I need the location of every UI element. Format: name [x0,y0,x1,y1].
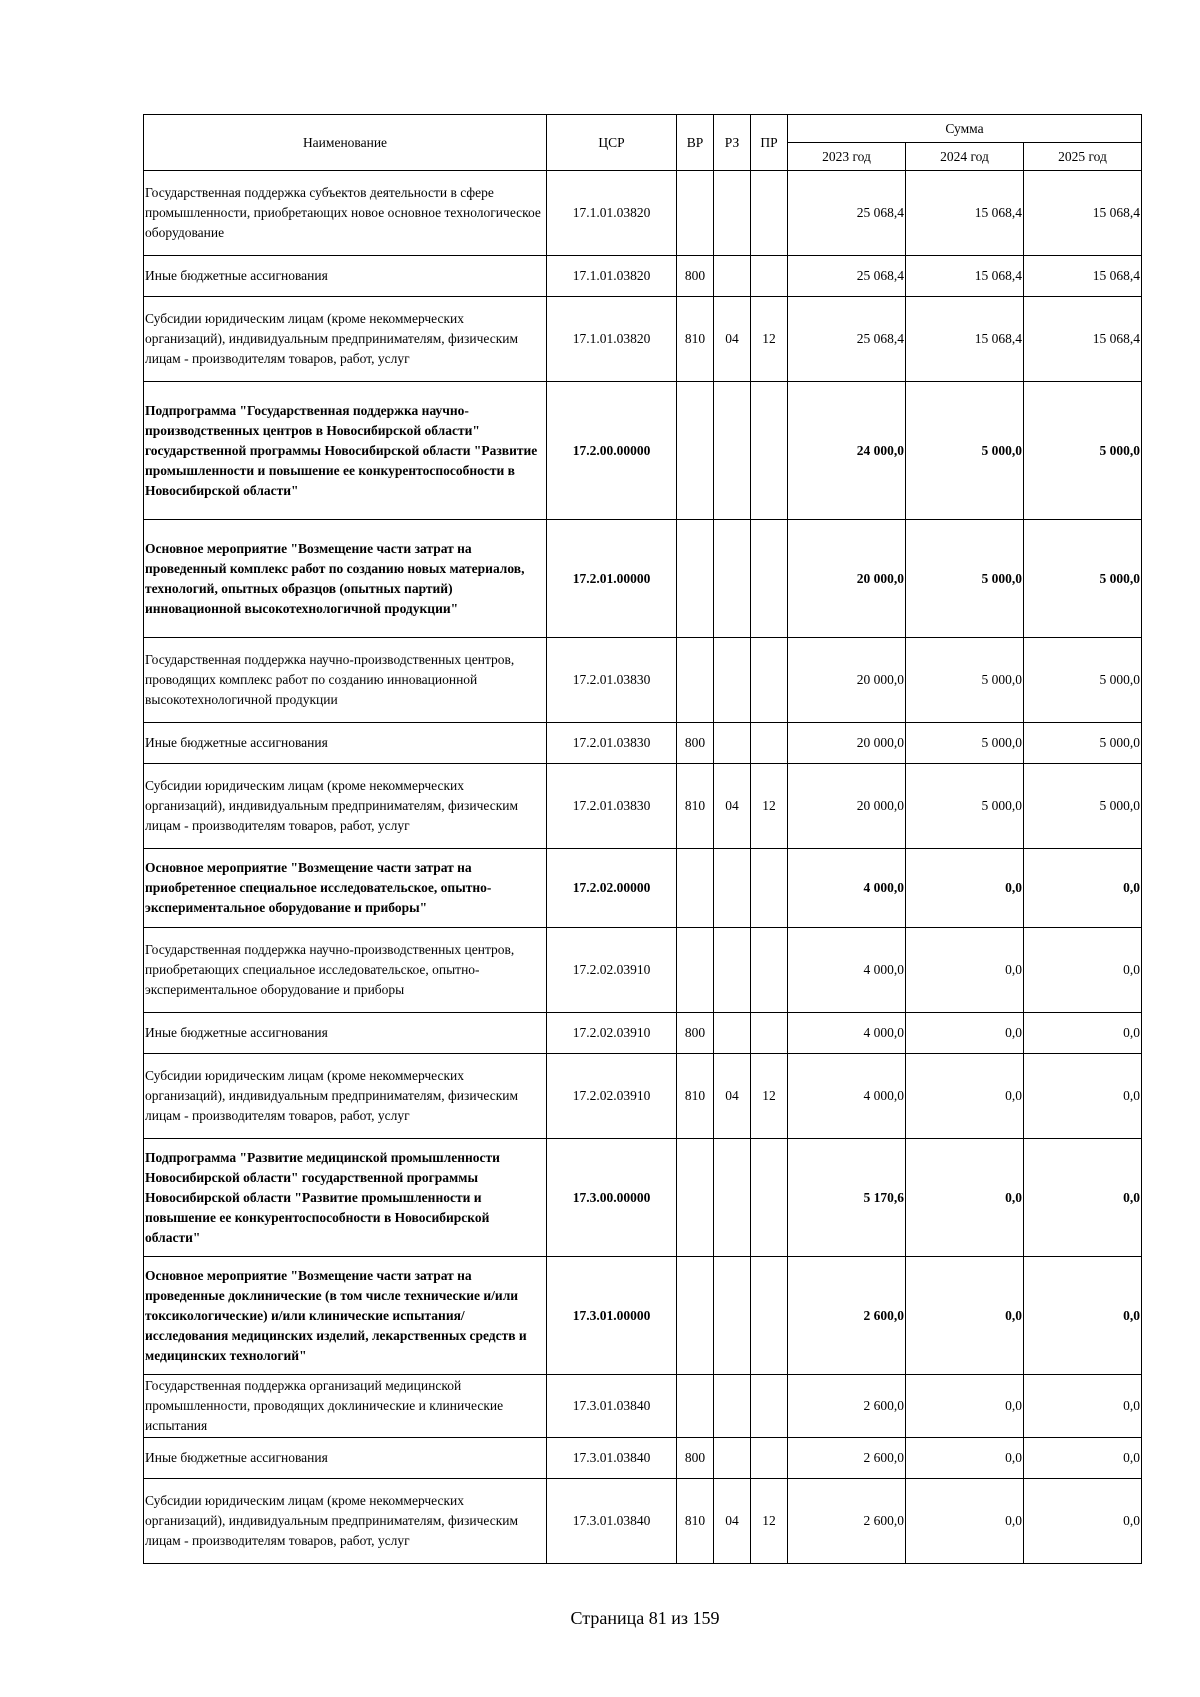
cell-pr: 12 [751,1479,788,1564]
cell-vr [677,928,714,1013]
cell-sum-2023: 25 068,4 [788,171,906,256]
cell-vr: 800 [677,723,714,764]
cell-vr: 810 [677,297,714,382]
cell-pr: 12 [751,297,788,382]
cell-csr: 17.2.02.03910 [547,1054,677,1139]
header-2023: 2023 год [788,143,906,171]
cell-sum-2024: 0,0 [906,1257,1024,1375]
cell-csr: 17.1.01.03820 [547,171,677,256]
table-body [144,171,1142,1564]
cell-name: Государственная поддержка научно-производственных центров, проводящих комплекс работ по созданию инновационной высокотехнологичной продукции [144,638,547,723]
cell-pr [751,171,788,256]
cell-csr: 17.2.02.03910 [547,928,677,1013]
cell-pr [751,723,788,764]
table-row [144,297,1142,382]
cell-csr: 17.2.01.00000 [547,520,677,638]
cell-vr [677,1139,714,1257]
cell-pr [751,382,788,520]
cell-sum-2025: 0,0 [1024,1375,1142,1438]
cell-vr: 810 [677,1479,714,1564]
cell-csr: 17.2.01.03830 [547,723,677,764]
cell-pr [751,638,788,723]
cell-name: Иные бюджетные ассигнования [144,1013,547,1054]
cell-sum-2023: 4 000,0 [788,1013,906,1054]
table-row [144,1139,1142,1257]
cell-name: Иные бюджетные ассигнования [144,1438,547,1479]
cell-rz: 04 [714,764,751,849]
cell-name: Государственная поддержка субъектов деятельности в сфере промышленности, приобретающих новое основное технологическое оборудование [144,171,547,256]
cell-rz [714,520,751,638]
table-row [144,1257,1142,1375]
cell-sum-2025: 0,0 [1024,1139,1142,1257]
cell-sum-2025: 5 000,0 [1024,638,1142,723]
cell-sum-2023: 25 068,4 [788,297,906,382]
cell-sum-2025: 0,0 [1024,1438,1142,1479]
cell-vr [677,171,714,256]
table-row [144,1375,1142,1438]
cell-csr: 17.1.01.03820 [547,256,677,297]
cell-sum-2025: 15 068,4 [1024,256,1142,297]
cell-sum-2024: 5 000,0 [906,382,1024,520]
header-vr: ВР [677,115,714,171]
cell-csr: 17.2.02.03910 [547,1013,677,1054]
cell-csr: 17.3.01.03840 [547,1375,677,1438]
cell-sum-2025: 0,0 [1024,1013,1142,1054]
header-pr: ПР [751,115,788,171]
cell-name: Подпрограмма "Развитие медицинской промышленности Новосибирской области" государственной программы Новосибирской области "Развитие промышленности и повышение ее конкурентоспособности в Новосибирской области" [144,1139,547,1257]
header-rz: РЗ [714,115,751,171]
cell-name: Субсидии юридическим лицам (кроме некоммерческих организаций), индивидуальным предпринимателям, физическим лицам - производителям товаров, работ, услуг [144,1479,547,1564]
cell-sum-2023: 5 170,6 [788,1139,906,1257]
cell-vr [677,1375,714,1438]
cell-pr: 12 [751,1054,788,1139]
cell-vr [677,382,714,520]
budget-table [143,114,1142,1564]
table-row [144,638,1142,723]
cell-name: Подпрограмма "Государственная поддержка научно-производственных центров в Новосибирской области" государственной программы Новосибирской области "Развитие промышленности и повышение ее конкурентоспособности в Новосибирской области" [144,382,547,520]
cell-pr [751,1438,788,1479]
table-row [144,928,1142,1013]
cell-pr [751,1375,788,1438]
cell-name: Субсидии юридическим лицам (кроме некоммерческих организаций), индивидуальным предпринимателям, физическим лицам - производителям товаров, работ, услуг [144,764,547,849]
cell-sum-2025: 0,0 [1024,1257,1142,1375]
table-row [144,382,1142,520]
table-header [144,115,1142,171]
cell-vr: 800 [677,1013,714,1054]
cell-sum-2023: 2 600,0 [788,1257,906,1375]
header-name: Наименование [144,115,547,171]
cell-csr: 17.2.01.03830 [547,638,677,723]
cell-sum-2025: 15 068,4 [1024,297,1142,382]
table-row [144,520,1142,638]
table-row [144,723,1142,764]
cell-sum-2025: 5 000,0 [1024,723,1142,764]
cell-rz: 04 [714,297,751,382]
header-csr: ЦСР [547,115,677,171]
cell-csr: 17.3.01.03840 [547,1438,677,1479]
cell-sum-2025: 0,0 [1024,1479,1142,1564]
cell-csr: 17.1.01.03820 [547,297,677,382]
table-row [144,849,1142,928]
cell-vr: 810 [677,1054,714,1139]
cell-sum-2025: 0,0 [1024,928,1142,1013]
cell-pr: 12 [751,764,788,849]
cell-sum-2023: 4 000,0 [788,1054,906,1139]
cell-sum-2023: 4 000,0 [788,849,906,928]
cell-name: Субсидии юридическим лицам (кроме некоммерческих организаций), индивидуальным предпринимателям, физическим лицам - производителям товаров, работ, услуг [144,297,547,382]
cell-pr [751,1257,788,1375]
cell-rz [714,849,751,928]
cell-rz [714,171,751,256]
cell-sum-2024: 15 068,4 [906,171,1024,256]
cell-sum-2023: 2 600,0 [788,1375,906,1438]
cell-pr [751,1013,788,1054]
header-2025: 2025 год [1024,143,1142,171]
cell-rz: 04 [714,1479,751,1564]
cell-rz [714,1375,751,1438]
cell-pr [751,1139,788,1257]
cell-rz [714,1438,751,1479]
cell-rz [714,1013,751,1054]
cell-sum-2023: 2 600,0 [788,1479,906,1564]
table-row [144,256,1142,297]
cell-rz: 04 [714,1054,751,1139]
cell-pr [751,849,788,928]
cell-rz [714,256,751,297]
cell-sum-2023: 20 000,0 [788,520,906,638]
cell-vr [677,520,714,638]
cell-sum-2023: 2 600,0 [788,1438,906,1479]
cell-vr [677,849,714,928]
cell-sum-2025: 5 000,0 [1024,764,1142,849]
cell-sum-2024: 0,0 [906,1479,1024,1564]
cell-rz [714,1257,751,1375]
cell-sum-2023: 20 000,0 [788,723,906,764]
table-row [144,764,1142,849]
cell-rz [714,382,751,520]
cell-csr: 17.3.01.00000 [547,1257,677,1375]
cell-pr [751,928,788,1013]
cell-sum-2025: 15 068,4 [1024,171,1142,256]
cell-name: Иные бюджетные ассигнования [144,256,547,297]
cell-vr: 810 [677,764,714,849]
cell-csr: 17.3.01.03840 [547,1479,677,1564]
table-row [144,171,1142,256]
cell-sum-2025: 0,0 [1024,849,1142,928]
cell-rz [714,723,751,764]
cell-vr: 800 [677,256,714,297]
cell-csr: 17.2.00.00000 [547,382,677,520]
table-row [144,1479,1142,1564]
page-number: Страница 81 из 159 [570,1608,720,1628]
cell-sum-2024: 5 000,0 [906,520,1024,638]
cell-sum-2024: 0,0 [906,1375,1024,1438]
cell-sum-2024: 0,0 [906,1139,1024,1257]
cell-pr [751,256,788,297]
cell-rz [714,638,751,723]
table-row [144,1013,1142,1054]
cell-name: Основное мероприятие "Возмещение части затрат на приобретенное специальное исследовательское, опытно-экспериментальное оборудование и приборы" [144,849,547,928]
table-row [144,1438,1142,1479]
cell-sum-2024: 5 000,0 [906,764,1024,849]
header-2024: 2024 год [906,143,1024,171]
cell-sum-2024: 15 068,4 [906,297,1024,382]
cell-sum-2023: 20 000,0 [788,638,906,723]
cell-sum-2025: 0,0 [1024,1054,1142,1139]
cell-sum-2024: 0,0 [906,1054,1024,1139]
cell-name: Иные бюджетные ассигнования [144,723,547,764]
cell-csr: 17.2.01.03830 [547,764,677,849]
cell-rz [714,928,751,1013]
cell-sum-2024: 0,0 [906,1438,1024,1479]
cell-name: Государственная поддержка организаций медицинской промышленности, проводящих доклинические и клинические испытания [144,1375,547,1438]
cell-vr [677,638,714,723]
cell-sum-2024: 0,0 [906,928,1024,1013]
cell-sum-2024: 0,0 [906,1013,1024,1054]
cell-csr: 17.3.00.00000 [547,1139,677,1257]
cell-vr: 800 [677,1438,714,1479]
cell-vr [677,1257,714,1375]
cell-sum-2024: 5 000,0 [906,638,1024,723]
cell-name: Основное мероприятие "Возмещение части затрат на проведенный комплекс работ по созданию новых материалов, технологий, опытных образцов (опытных партий) инновационной высокотехнологичной продукции" [144,520,547,638]
cell-sum-2025: 5 000,0 [1024,520,1142,638]
cell-sum-2023: 24 000,0 [788,382,906,520]
cell-sum-2024: 15 068,4 [906,256,1024,297]
cell-sum-2025: 5 000,0 [1024,382,1142,520]
cell-name: Основное мероприятие "Возмещение части затрат на проведенные доклинические (в том числе технические и/или токсикологические) и/или клинические испытания/исследования медицинских изделий, лекарственных средств и медицинских технологий" [144,1257,547,1375]
cell-pr [751,520,788,638]
cell-rz [714,1139,751,1257]
cell-name: Государственная поддержка научно-производственных центров, приобретающих специальное исследовательское, опытно-экспериментальное оборудование и приборы [144,928,547,1013]
cell-sum-2024: 5 000,0 [906,723,1024,764]
cell-name: Субсидии юридическим лицам (кроме некоммерческих организаций), индивидуальным предпринимателям, физическим лицам - производителям товаров, работ, услуг [144,1054,547,1139]
table-row [144,1054,1142,1139]
cell-sum-2024: 0,0 [906,849,1024,928]
cell-csr: 17.2.02.00000 [547,849,677,928]
header-sum: Сумма [788,115,1142,143]
cell-sum-2023: 20 000,0 [788,764,906,849]
cell-sum-2023: 25 068,4 [788,256,906,297]
cell-sum-2023: 4 000,0 [788,928,906,1013]
